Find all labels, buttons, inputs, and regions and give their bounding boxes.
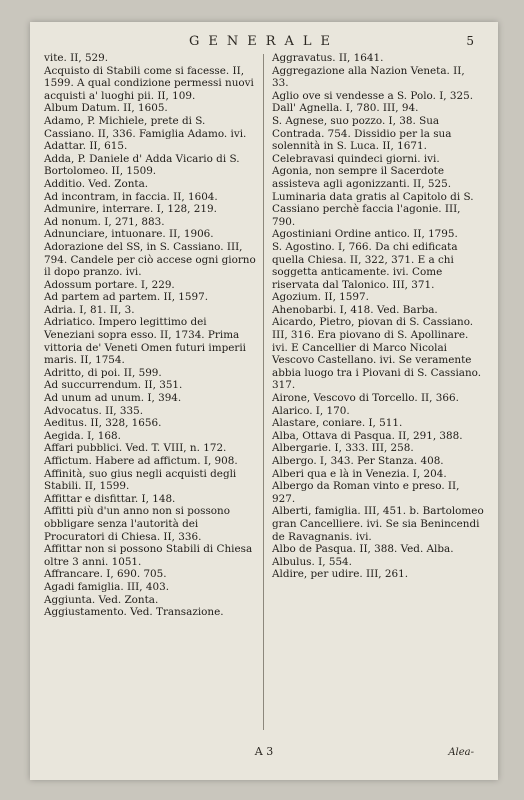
signature-mark: A 3: [254, 745, 274, 758]
index-entry: Ad succurrendum. II, 351.: [44, 379, 183, 392]
index-entry: Alba, Ottava di Pasqua. II, 291, 388.: [272, 429, 463, 442]
index-entry: Aggiunta. Ved. Zonta.: [44, 593, 159, 606]
index-entry: Adria. I, 81. II, 3.: [44, 303, 135, 316]
column-divider: [263, 54, 264, 730]
index-entry: Adamo, P. Michiele, prete di S. Cassiano. II, 336. Famiglia Adamo. ivi.: [44, 114, 247, 140]
index-entry: Dall' Agnella. I, 780. III, 94.: [272, 102, 419, 115]
catchword: Alea-: [448, 747, 474, 758]
index-entry: Affittar non si possono Stabili di Chiesa oltre 3 anni. 1051.: [44, 543, 253, 568]
index-entry: Adorazione del SS, in S. Cassiano. III, 794. Candele per ciò accese ogni giorno il dopo pranzo. ivi.: [44, 240, 256, 279]
left-column: [44, 52, 256, 619]
index-entry: Adnunciare, intuonare. II, 1906.: [44, 228, 214, 241]
index-entry: Album Datum. II, 1605.: [44, 102, 168, 115]
index-entry: Advocatus. II, 335.: [44, 404, 144, 417]
index-entry: vite. II, 529.: [44, 52, 109, 64]
index-entry: Affictum. Habere ad affictum. I, 908.: [44, 455, 238, 467]
right-column: [272, 52, 484, 581]
index-entry: Aggravatus. II, 1641.: [272, 52, 384, 64]
index-entry: Ad unum ad unum. I, 394.: [44, 392, 182, 405]
index-entry: Affrancare. I, 690. 705.: [44, 568, 167, 581]
index-entry: Adritto, di poi. II, 599.: [44, 366, 162, 379]
index-entry: Affitti più d'un anno non si possono obbligare senza l'autorità dei Procuratori di Chiesa. II, 336.: [44, 505, 230, 543]
book-page: [30, 22, 498, 780]
index-entry: S. Agostino. I, 766. Da chi edificata quella Chiesa. II, 322, 371. E a chi soggetta anticamente. ivi. Come riservata dal Talonico. III, 371.: [272, 240, 458, 291]
index-entry: Affinità, suo gius negli acquisti degli Stabili. II, 1599.: [44, 467, 237, 493]
index-entry: Agostiniani Ordine antico. II, 1795.: [272, 228, 458, 241]
index-entry: Additio. Ved. Zonta.: [44, 177, 149, 190]
index-entry: Agozium. II, 1597.: [272, 291, 369, 304]
index-entry: Aeditus. II, 328, 1656.: [44, 417, 162, 430]
index-entry: Alastare, coniare. I, 511.: [272, 417, 403, 430]
index-entry: Albergarie. I, 333. III, 258.: [272, 442, 414, 455]
index-entry: Agadi famiglia. III, 403.: [44, 580, 169, 593]
index-entry: Acquisto di Stabili come si facesse. II, 1599. A qual condizione permessi nuovi acquisti a' luoghi pii. II, 109.: [44, 64, 254, 102]
index-entry: Adda, P. Daniele d' Adda Vicario di S. Bortolomeo. II, 1509.: [44, 152, 240, 178]
running-header: GENERALE: [188, 34, 340, 49]
index-entry: Aicardo, Pietro, piovan di S. Cassiano. III, 316. Era piovano di S. Apollinare. ivi. E Cancellier di Marco Nicolai Vescovo Castellano. ivi. Se veramente abbia luogo tra i Piovani di S. Cassiano. 317.: [272, 316, 482, 392]
index-entry: Ad nonum. I, 271, 883.: [44, 215, 165, 228]
index-entry: Aglio ove si vendesse a S. Polo. I, 325.: [272, 89, 474, 102]
page-number: 5: [466, 34, 474, 48]
index-entry: Alberti, famiglia. III, 451. b. Bartolomeo gran Cancelliere. ivi. Se sia Benincendi de Ravagnanis. ivi.: [272, 505, 484, 543]
index-entry: Affari pubblici. Ved. T. VIII, n. 172.: [44, 442, 227, 455]
index-entry: Albergo da Roman vinto e preso. II, 927.: [272, 480, 460, 505]
index-entry: Ad incontram, in faccia. II, 1604.: [44, 190, 218, 203]
index-entry: Albo de Pasqua. II, 388. Ved. Alba.: [272, 543, 454, 556]
index-entry: Alarico. I, 170.: [272, 404, 350, 417]
index-entry: Ahenobarbi. I, 418. Ved. Barba.: [272, 303, 438, 316]
index-entry: Affittar e disfittar. I, 148.: [44, 492, 176, 505]
index-entry: Agonia, non sempre il Sacerdote assisteva agli agonizzanti. II, 525. Luminaria data gratis al Capitolo di S. Cassiano perchè faccia l'agonie. III, 790.: [272, 165, 474, 228]
index-entry: Adattar. II, 615.: [44, 140, 128, 153]
index-entry: S. Agnese, suo pozzo. I, 38. Sua Contrada. 754. Dissidio per la sua solennità in S. Luca. II, 1671. Celebravasi quindeci giorni. ivi.: [272, 114, 452, 165]
index-entry: Aegida. I, 168.: [44, 429, 121, 442]
index-entry: Aldire, per udire. III, 261.: [272, 568, 409, 581]
index-entry: Alberi qua e là in Venezia. I, 204.: [272, 467, 447, 480]
index-entry: Albulus. I, 554.: [272, 555, 352, 568]
index-entry: Airone, Vescovo di Torcello. II, 366.: [272, 392, 459, 405]
index-entry: Adriatico. Impero legittimo dei Veneziani sopra esso. II, 1734. Prima vittoria de' Veneti Omen futuri imperii maris. II, 1754.: [44, 316, 246, 367]
index-entry: Aggregazione alla Nazion Veneta. II, 33.: [272, 64, 465, 90]
index-entry: Admunire, interrare. I, 128, 219.: [44, 203, 217, 216]
index-entry: Aggiustamento. Ved. Transazione.: [44, 606, 224, 619]
index-entry: Albergo. I, 343. Per Stanza. 408.: [272, 455, 444, 467]
index-entry: Adossum portare. I, 229.: [44, 278, 175, 291]
index-entry: Ad partem ad partem. II, 1597.: [44, 291, 209, 304]
